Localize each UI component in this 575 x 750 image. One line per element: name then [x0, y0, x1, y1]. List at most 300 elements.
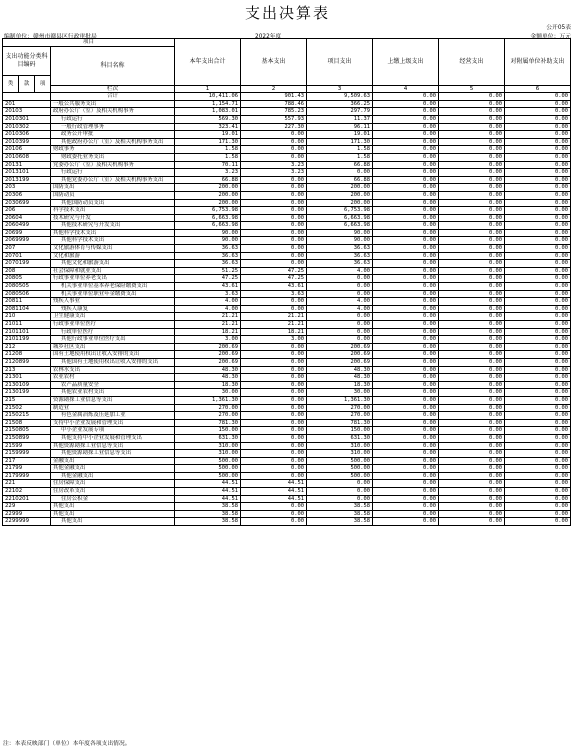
row-value: 0.00: [241, 457, 307, 465]
table-row: [3, 457, 571, 465]
row-value: 1.58: [307, 146, 373, 154]
row-subject-name: 其他支出: [51, 510, 175, 518]
row-value: 0.00: [439, 93, 505, 101]
row-value: 0.00: [439, 503, 505, 511]
table-row: [3, 434, 571, 442]
row-value: 0.00: [373, 465, 439, 473]
row-value: 0.00: [373, 305, 439, 313]
row-value: 0.00: [505, 366, 571, 374]
row-value: 96.11: [307, 123, 373, 131]
row-code: 2080505: [3, 283, 51, 291]
row-value: 44.51: [241, 488, 307, 496]
row-value: 6,663.98: [307, 222, 373, 230]
row-value: 0.00: [373, 108, 439, 116]
row-value: 21.21: [241, 313, 307, 321]
row-value: 0.00: [373, 252, 439, 260]
row-value: 0.00: [241, 510, 307, 518]
row-value: 0.00: [439, 260, 505, 268]
row-value: 0.00: [505, 115, 571, 123]
row-value: 9,509.63: [307, 93, 373, 101]
row-value: 0.00: [373, 336, 439, 344]
row-value: 0.00: [505, 199, 571, 207]
row-value: 0.00: [241, 184, 307, 192]
row-value: 0.00: [505, 321, 571, 329]
row-value: 0.00: [505, 131, 571, 139]
table-row: [3, 480, 571, 488]
header-project-exp: 项目支出: [307, 39, 373, 86]
row-value: 0.00: [505, 381, 571, 389]
row-value: 0.00: [505, 260, 571, 268]
row-value: 47.25: [175, 275, 241, 283]
row-value: 0.00: [505, 214, 571, 222]
row-value: 0.00: [241, 374, 307, 382]
row-value: 0.00: [373, 518, 439, 526]
row-value: 0.00: [505, 419, 571, 427]
row-code: 2060499: [3, 222, 51, 230]
row-value: 557.93: [241, 115, 307, 123]
table-row: [3, 465, 571, 473]
row-value: 0.00: [505, 396, 571, 404]
row-code: 203: [3, 184, 51, 192]
row-subject-name: 残疾人康复: [51, 305, 175, 313]
row-code: 210: [3, 313, 51, 321]
table-body: [3, 93, 571, 526]
row-value: 30.00: [307, 389, 373, 397]
table-row: [3, 321, 571, 329]
row-value: 0.00: [373, 191, 439, 199]
row-subject-name: 政务公开审批: [51, 131, 175, 139]
table-row: [3, 146, 571, 154]
row-value: 0.00: [439, 396, 505, 404]
row-value: 150.00: [307, 427, 373, 435]
row-value: 51.25: [175, 267, 241, 275]
row-value: 0.00: [373, 237, 439, 245]
row-value: 4.00: [307, 305, 373, 313]
row-value: 0.00: [439, 336, 505, 344]
row-code: 21508: [3, 419, 51, 427]
row-value: 0.00: [505, 412, 571, 420]
row-value: 70.11: [175, 161, 241, 169]
row-value: 0.00: [373, 313, 439, 321]
row-value: 0.00: [505, 108, 571, 116]
row-subject-name: 金融支出: [51, 457, 175, 465]
table-row: [3, 115, 571, 123]
row-subject-name: 残疾人事业: [51, 298, 175, 306]
row-value: 0.00: [307, 313, 373, 321]
row-value: 0.00: [439, 222, 505, 230]
table-row: [3, 404, 571, 412]
row-code: 20103: [3, 108, 51, 116]
table-row: [3, 93, 571, 101]
row-subject-name: 党委办公厅（室）及相关机构事务: [51, 161, 175, 169]
table-row: [3, 343, 571, 351]
row-value: 0.00: [439, 229, 505, 237]
row-value: 0.00: [373, 434, 439, 442]
row-code: 20106: [3, 146, 51, 154]
header-col-num: 5: [439, 85, 505, 93]
row-value: 0.00: [307, 290, 373, 298]
row-value: 0.00: [439, 184, 505, 192]
row-value: 44.51: [175, 495, 241, 503]
table-row: [3, 366, 571, 374]
row-value: 90.00: [307, 229, 373, 237]
row-value: 0.00: [439, 207, 505, 215]
row-value: 0.00: [241, 298, 307, 306]
row-subject-name: 合计: [51, 93, 175, 101]
row-value: 500.00: [307, 457, 373, 465]
row-value: 171.30: [175, 138, 241, 146]
row-value: 0.00: [373, 169, 439, 177]
row-code: 20805: [3, 275, 51, 283]
row-value: 90.00: [307, 237, 373, 245]
row-value: 4.00: [175, 305, 241, 313]
row-value: 0.00: [373, 290, 439, 298]
row-value: 0.00: [439, 138, 505, 146]
row-code: 206: [3, 207, 51, 215]
row-value: 200.00: [307, 191, 373, 199]
unit-label: 金额单位：万元: [530, 34, 571, 40]
row-value: 0.00: [241, 389, 307, 397]
prepared-by: 编制单位：赣州市赣县区行政审批局: [4, 34, 97, 40]
row-value: 0.00: [439, 374, 505, 382]
row-value: 310.00: [175, 450, 241, 458]
row-value: 21.21: [175, 313, 241, 321]
table-row: [3, 123, 571, 131]
table-row: [3, 199, 571, 207]
report-year: 2022年度: [255, 34, 282, 40]
row-value: 0.00: [505, 207, 571, 215]
row-value: 0.00: [241, 396, 307, 404]
row-value: 0.00: [373, 260, 439, 268]
table-row: [3, 336, 571, 344]
row-value: 66.88: [175, 176, 241, 184]
row-value: 1,361.30: [307, 396, 373, 404]
row-value: 0.00: [241, 176, 307, 184]
row-value: 0.00: [241, 245, 307, 253]
row-subject-name: 技术研究与开发: [51, 214, 175, 222]
expenditure-table: [2, 38, 571, 526]
row-value: 3.23: [241, 161, 307, 169]
row-code: 2081104: [3, 305, 51, 313]
row-value: 270.00: [307, 404, 373, 412]
row-subject-name: 其他政府办公厅（室）及相关机构事务支出: [51, 138, 175, 146]
row-value: 66.88: [307, 176, 373, 184]
row-value: 44.51: [241, 480, 307, 488]
row-code: 2030699: [3, 199, 51, 207]
row-value: 0.00: [241, 442, 307, 450]
row-value: 781.30: [307, 419, 373, 427]
row-value: 6,753.98: [307, 207, 373, 215]
header-total: 本年支出合计: [175, 39, 241, 86]
row-value: 0.00: [505, 123, 571, 131]
row-value: 0.00: [241, 404, 307, 412]
row-code: 21799: [3, 465, 51, 473]
row-value: 0.00: [241, 450, 307, 458]
row-value: 0.00: [439, 108, 505, 116]
row-value: 3.00: [241, 336, 307, 344]
row-subject-name: 政府办公厅（室）及相关机构事务: [51, 108, 175, 116]
row-code: 2179999: [3, 472, 51, 480]
row-subject-name: 其他国有土地使用权出让收入安排的支出: [51, 358, 175, 366]
row-code: 229: [3, 503, 51, 511]
row-value: 150.00: [175, 427, 241, 435]
row-subject-name: 住房改革支出: [51, 488, 175, 496]
header-upper-sub: 上缴上级支出: [373, 39, 439, 86]
row-value: 6,753.98: [175, 207, 241, 215]
row-code: 2010301: [3, 115, 51, 123]
table-row: [3, 100, 571, 108]
row-value: 36.63: [175, 245, 241, 253]
row-value: 0.00: [439, 381, 505, 389]
table-row: [3, 290, 571, 298]
row-subject-name: 其他农业农村支出: [51, 389, 175, 397]
row-value: 0.00: [505, 146, 571, 154]
table-row: [3, 389, 571, 397]
row-value: 0.00: [373, 510, 439, 518]
row-value: 0.00: [505, 245, 571, 253]
header-func-class: 支出功能分类科目编码: [3, 46, 51, 75]
row-value: 3.63: [175, 290, 241, 298]
row-value: 270.00: [307, 412, 373, 420]
row-value: 0.00: [505, 488, 571, 496]
row-value: 0.00: [373, 267, 439, 275]
row-value: 0.00: [505, 374, 571, 382]
row-value: 0.00: [439, 153, 505, 161]
row-value: 0.00: [241, 412, 307, 420]
row-code: 20604: [3, 214, 51, 222]
row-value: 297.79: [307, 108, 373, 116]
row-value: 0.00: [505, 275, 571, 283]
row-value: 0.00: [505, 305, 571, 313]
row-value: 200.69: [307, 351, 373, 359]
row-code: 215: [3, 396, 51, 404]
row-value: 0.00: [373, 351, 439, 359]
row-value: 0.00: [307, 488, 373, 496]
row-value: 0.00: [439, 434, 505, 442]
row-value: 0.00: [373, 207, 439, 215]
row-value: 36.63: [175, 252, 241, 260]
row-value: 0.00: [241, 503, 307, 511]
row-value: 43.61: [241, 283, 307, 291]
row-value: 200.00: [307, 199, 373, 207]
row-value: 66.88: [307, 161, 373, 169]
row-value: 0.00: [307, 336, 373, 344]
row-subject-name: 支持中小企业发展和管理支出: [51, 419, 175, 427]
table-row: [3, 260, 571, 268]
row-subject-name: 行政事业单位医疗: [51, 321, 175, 329]
row-value: 0.00: [505, 427, 571, 435]
row-value: 200.00: [307, 184, 373, 192]
row-value: 0.00: [241, 419, 307, 427]
row-value: 0.00: [373, 419, 439, 427]
row-value: 0.00: [241, 237, 307, 245]
row-value: 18.30: [175, 381, 241, 389]
row-value: 0.00: [241, 366, 307, 374]
row-value: 0.00: [307, 283, 373, 291]
row-value: 0.00: [439, 488, 505, 496]
row-value: 0.00: [373, 427, 439, 435]
row-code: 21502: [3, 404, 51, 412]
table-row: [3, 374, 571, 382]
row-value: 0.00: [439, 237, 505, 245]
row-value: 0.00: [241, 343, 307, 351]
row-subject-name: 文化和旅游: [51, 252, 175, 260]
row-value: 781.30: [175, 419, 241, 427]
row-value: 0.00: [241, 191, 307, 199]
row-subject-name: 其他技术研究与开发支出: [51, 222, 175, 230]
row-code: 221: [3, 480, 51, 488]
row-value: 0.00: [505, 290, 571, 298]
row-value: 47.25: [241, 267, 307, 275]
row-value: 0.00: [505, 480, 571, 488]
row-value: 0.00: [373, 381, 439, 389]
table-row: [3, 283, 571, 291]
row-value: 0.00: [241, 260, 307, 268]
row-value: 310.00: [307, 442, 373, 450]
row-value: 0.00: [373, 472, 439, 480]
row-subject-name: 农业农村: [51, 374, 175, 382]
row-value: 0.00: [439, 169, 505, 177]
row-code: 20131: [3, 161, 51, 169]
row-value: 0.00: [505, 153, 571, 161]
row-code: 201: [3, 100, 51, 108]
row-value: 500.00: [175, 472, 241, 480]
row-value: 0.00: [241, 427, 307, 435]
row-value: 6,663.98: [175, 214, 241, 222]
row-value: 785.23: [241, 108, 307, 116]
row-code: 20699: [3, 229, 51, 237]
row-value: 0.00: [373, 229, 439, 237]
row-value: 0.00: [373, 343, 439, 351]
header-xiang: 项: [35, 75, 51, 93]
row-subject-name: 财政事务: [51, 146, 175, 154]
row-value: 18.21: [241, 328, 307, 336]
row-value: 200.69: [307, 343, 373, 351]
row-value: 0.00: [505, 100, 571, 108]
row-value: 18.21: [175, 328, 241, 336]
row-value: 0.00: [505, 267, 571, 275]
row-value: 0.00: [505, 465, 571, 473]
row-code: 20811: [3, 298, 51, 306]
row-code: 2010306: [3, 131, 51, 139]
row-code: 22999: [3, 510, 51, 518]
row-code: 21011: [3, 321, 51, 329]
row-value: 0.00: [505, 184, 571, 192]
row-subject-name: 文化旅游体育与传媒支出: [51, 245, 175, 253]
row-value: 0.00: [439, 472, 505, 480]
row-value: 4.00: [307, 298, 373, 306]
row-value: 0.00: [439, 245, 505, 253]
row-value: 48.30: [307, 374, 373, 382]
table-row: [3, 442, 571, 450]
table-row: [3, 351, 571, 359]
row-subject-name: 其他资源勘探工业信息等支出: [51, 450, 175, 458]
row-value: 0.00: [439, 358, 505, 366]
row-value: 4.00: [175, 298, 241, 306]
row-subject-name: 制造业: [51, 404, 175, 412]
row-value: 0.00: [505, 161, 571, 169]
row-value: 44.51: [175, 480, 241, 488]
row-value: 48.30: [175, 374, 241, 382]
form-code: 公开05表: [546, 25, 571, 31]
row-subject-name: 其他文化和旅游支出: [51, 260, 175, 268]
row-value: 0.00: [241, 305, 307, 313]
row-code: 20306: [3, 191, 51, 199]
header-business: 经营支出: [439, 39, 505, 86]
row-value: 44.51: [241, 495, 307, 503]
row-value: 0.00: [439, 450, 505, 458]
row-value: 0.00: [241, 465, 307, 473]
row-value: 0.00: [439, 495, 505, 503]
row-value: 38.58: [307, 510, 373, 518]
row-subject-name: 住房保障支出: [51, 480, 175, 488]
row-value: 200.00: [175, 191, 241, 199]
row-value: 0.00: [241, 252, 307, 260]
row-value: 631.30: [307, 434, 373, 442]
table-row: [3, 108, 571, 116]
row-subject-name: 卫生健康支出: [51, 313, 175, 321]
row-value: 0.00: [439, 465, 505, 473]
row-value: 36.63: [307, 245, 373, 253]
row-subject-name: 科学技术支出: [51, 207, 175, 215]
table-row: [3, 214, 571, 222]
table-row: [3, 412, 571, 420]
row-value: 0.00: [505, 93, 571, 101]
row-value: 0.00: [439, 412, 505, 420]
row-value: 0.00: [373, 298, 439, 306]
row-code: 2210201: [3, 495, 51, 503]
row-subject-name: 国有土地使用权出让收入安排的支出: [51, 351, 175, 359]
row-value: 0.00: [241, 518, 307, 526]
row-value: 0.00: [505, 169, 571, 177]
table-row: [3, 222, 571, 230]
table-row: [3, 518, 571, 526]
page-title: 支出决算表: [244, 4, 330, 22]
row-subject-name: 社会保障和就业支出: [51, 267, 175, 275]
row-value: 0.00: [307, 495, 373, 503]
table-row: [3, 313, 571, 321]
row-value: 6,663.98: [307, 214, 373, 222]
row-value: 0.00: [505, 176, 571, 184]
row-value: 3.23: [241, 169, 307, 177]
table-row: [3, 229, 571, 237]
table-row: [3, 237, 571, 245]
row-value: 0.00: [505, 191, 571, 199]
row-value: 0.00: [439, 298, 505, 306]
table-row: [3, 176, 571, 184]
row-code: 207: [3, 245, 51, 253]
row-value: 0.00: [439, 290, 505, 298]
table-row: [3, 328, 571, 336]
row-code: 2150215: [3, 412, 51, 420]
row-code: 20701: [3, 252, 51, 260]
row-subject-name: 其他支出: [51, 503, 175, 511]
row-value: 0.00: [241, 214, 307, 222]
header-col-num: 1: [175, 85, 241, 93]
row-value: 227.30: [241, 123, 307, 131]
row-value: 0.00: [505, 229, 571, 237]
header-affiliate: 对附属单位补助支出: [505, 39, 571, 86]
table-row: [3, 161, 571, 169]
row-value: 0.00: [505, 358, 571, 366]
row-value: 323.41: [175, 123, 241, 131]
table-row: [3, 305, 571, 313]
row-value: 0.00: [373, 442, 439, 450]
row-value: 0.00: [373, 93, 439, 101]
row-value: 0.00: [505, 138, 571, 146]
row-value: 500.00: [175, 457, 241, 465]
row-value: 366.25: [307, 100, 373, 108]
